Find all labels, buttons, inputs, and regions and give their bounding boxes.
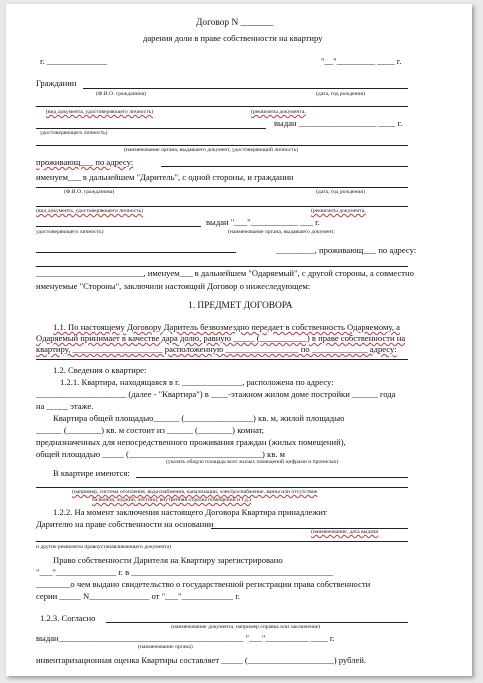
registration-date-line: "___"______________ г. в _______________________________________________ bbox=[36, 567, 334, 577]
clause-1-1-line-2: Одаряемый принимает в качестве дара долю, равную _____ (___________) в праве собственности на bbox=[36, 333, 406, 343]
issued-field-line bbox=[36, 128, 266, 129]
title-doc-hint: (наименование, дата выдачи bbox=[311, 529, 379, 535]
clause-1-2-1-line-3: на _____ этаже. bbox=[36, 401, 94, 411]
issued-line: выдан __________________ ____ г. bbox=[274, 118, 403, 128]
fio-field-line bbox=[83, 88, 408, 89]
doc-kind-hint: (вид документа, удостоверяющего личность) bbox=[46, 109, 154, 115]
citizen-label: Гражданин bbox=[36, 78, 77, 88]
address-field-line bbox=[161, 166, 408, 167]
id-doc-hint-2: удостоверяющего личность) bbox=[36, 229, 104, 235]
issuer-field-line bbox=[36, 145, 408, 146]
clause-1-1-line-1: 1.1. По настоящему Договору Даритель безвозмездно передает в собственность Одаряемому, а bbox=[53, 322, 400, 332]
parties-line: именуемые "Стороны", заключили настоящий Договор о нижеследующем: bbox=[36, 281, 311, 291]
clause-1-2-1-line-2: _____________________ (далее - "Квартира") в ____-этажном жилом доме постройки ______ года bbox=[36, 389, 396, 399]
donee-line: _________________________, именуем___ в дальнейшем "Одаряемый", с другой стороны, а совместно bbox=[36, 268, 414, 278]
clause-1-2-2-line-1: 1.2.2. На момент заключения настоящего Договора Квартира принадлежит bbox=[53, 507, 327, 517]
equip-field-line bbox=[36, 487, 408, 488]
registration-line: Право собственности Дарителя на Квартиру зарегистрировано bbox=[53, 555, 283, 565]
residing-line-1: проживающ___ по адресу: bbox=[36, 157, 134, 167]
issuer-field-line-2 bbox=[36, 252, 236, 253]
donor-line: именуем___ в дальнейшем "Даритель", с одной стороны, и гражданин bbox=[36, 172, 294, 182]
address-field-line-2 bbox=[36, 266, 408, 267]
residing-line-2: _________, проживающ___ по адресу: bbox=[276, 245, 417, 255]
issued-line-3: выдан___________________________________________ "___"__________ ____ г. bbox=[36, 633, 335, 643]
rooms-field-line bbox=[136, 477, 408, 478]
date-birth-hint: (дата, год рождения) bbox=[316, 91, 365, 97]
area-hint: (указать общую площадь всех жилых помещений цифрами и прописью) bbox=[166, 459, 339, 465]
document-page bbox=[6, 4, 472, 676]
rooms-line: В квартире имеются: bbox=[53, 468, 130, 478]
clause-1-2-1-line-6: предназначенных для непосредственного проживания граждан (жилых помещений), bbox=[36, 437, 346, 447]
clause-1-2-1-line-7: общей площадью _____ (_______________________________) кв. м bbox=[36, 449, 286, 459]
fio-field-line-2 bbox=[36, 187, 408, 188]
clause-1-2-3-field-line bbox=[106, 622, 408, 623]
issuer-hint: (наименование органа, выдавшего документ, удостоверяющий личность) bbox=[124, 147, 299, 153]
date-line: "__"_________ ____ г. bbox=[321, 56, 402, 66]
doc-details-hint: (реквизиты документа, bbox=[251, 109, 306, 115]
doc-details-hint-2: (реквизиты документа, bbox=[311, 208, 366, 214]
issuer-hint-3: (наименование органа) bbox=[138, 644, 193, 650]
doc-kind-hint-2: (вид документа, удостоверяющего личность) bbox=[36, 208, 144, 214]
clause-1-2: 1.2. Сведения о квартире: bbox=[53, 365, 147, 375]
id-doc-hint: удостоверяющего личность) bbox=[40, 130, 108, 136]
equip-hint-2: балконов, лоджий, лестниц, внутренняя отделка помещений и т.д.) bbox=[92, 497, 251, 503]
fio-hint-2: (Ф.И.О. гражданина) bbox=[64, 189, 115, 195]
basis-field-line bbox=[211, 528, 408, 529]
equip-hint-1: (например, система отопления, водоснабжения, канализации, электроснабжение, ванна или отсутствие bbox=[72, 489, 318, 495]
fio-hint: (Ф.И.О. гражданина) bbox=[96, 91, 147, 97]
issued-field-line-2 bbox=[36, 226, 201, 227]
contract-title: Договор N _______ bbox=[196, 18, 274, 28]
place-line: г. ______________ bbox=[40, 56, 108, 66]
clause-1-2-1-line-1: 1.2.1. Квартира, находящаяся в г. ______________, расположена по адресу: bbox=[60, 377, 334, 387]
date-birth-hint-2: (дата, год рождения) bbox=[316, 189, 365, 195]
series-line: серии _____ N______________ от "___"____________ г. bbox=[36, 591, 240, 601]
clause-1-2-2-line-2: Дарителю на праве собственности на основании bbox=[36, 519, 214, 529]
contract-subtitle: дарения доли в праве собственности на квартиру bbox=[143, 33, 323, 43]
doc-name-hint: (наименование документа, например справка или заключение) bbox=[171, 624, 321, 630]
valuation-line: инвентаризационная оценка Квартиры составляет _____ (____________________) рублей. bbox=[36, 655, 367, 665]
issuer-hint-2: (наименование органа, выдавшего документ, bbox=[228, 229, 335, 235]
clause-1-1-line-3: квартиру, _____________________ расположенную _________________ по _____________ адресу: bbox=[36, 344, 397, 354]
title-doc-field-line bbox=[36, 541, 408, 542]
issued-line-2: выдан "___"___________ ___ г. bbox=[206, 217, 320, 227]
certificate-line: ________о чем выдано свидетельство о государственной регистрации права собственности bbox=[36, 579, 371, 589]
clause-1-2-1-line-5: ______ (________) кв. м состоит из ______ (________) комнат, bbox=[36, 425, 264, 435]
doc-field-line-2 bbox=[36, 206, 408, 207]
clause-1-2-1-line-4: Квартира общей площадью______ (________________) кв. м, жилой площадью bbox=[53, 413, 345, 423]
clause-1-2-3: 1.2.3. Согласно bbox=[40, 613, 96, 623]
section-1-heading: 1. ПРЕДМЕТ ДОГОВОРА bbox=[188, 301, 293, 311]
other-details-hint: и другие реквизиты правоустанавливающего документа) bbox=[36, 544, 172, 550]
clause-1-1-field-line bbox=[36, 359, 408, 360]
doc-field-line bbox=[36, 106, 408, 107]
